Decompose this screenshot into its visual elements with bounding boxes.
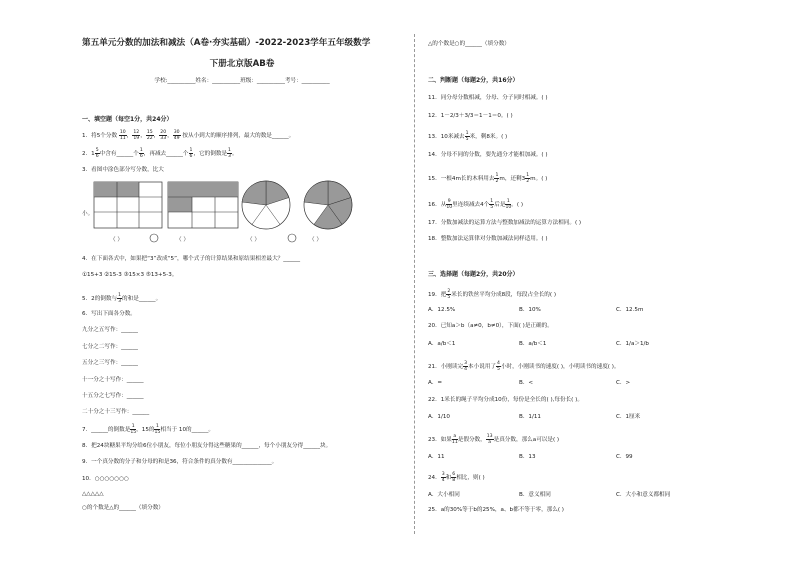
exam-title: 第五单元分数的加法和减法（A卷·夯实基础）-2022-2023学年五年级数学 [82,38,371,48]
exam-title-line2: 下册北京版AB卷 [209,59,275,69]
q19-den: 5 [447,295,451,300]
question-16 [428,199,523,210]
q21-text-b: 本小说用了 [468,364,497,370]
q24-num: 3 [441,472,445,477]
q5-num: 1 [118,293,122,298]
q1-text-a: 1．将5个分数 [82,133,118,139]
q2-f4-den: 3 [228,154,231,159]
q1-f4-num: 20 [160,130,167,135]
q1-f4-den: 33 [160,136,167,141]
q23-den: 11 [451,440,458,445]
q6-item-3: 五分之三写作：______ [82,360,138,366]
q15-num: 1 [495,173,499,178]
section-multiple-choice: 三、选择题（每题2分，共20分） [428,271,519,278]
q15-text-a: 15．一根4m长的木料用去 [428,176,495,182]
q24-text-c: 相比，则( ) [456,475,485,481]
q1-f5-num: 30 [173,130,180,135]
question-4-options: ①15+3 ②15-3 ③15×3 ⑤13+5-3。 [82,272,178,278]
q7-den: 15 [130,430,137,435]
q1-frac-5 [173,130,181,141]
q23-option-a: A．11 [428,454,445,460]
q23-frac-2 [486,434,494,445]
question-21 [428,361,620,372]
q22-option-a: A．1/10 [428,414,450,420]
question-6: 6．写出下面各分数。 [82,311,136,317]
section-true-false: 二、判断题（每题2分，共16分） [428,77,519,84]
q6-item-6: 二十分之十三写作：______ [82,409,150,415]
q19-option-a: A．12.5% [428,307,456,313]
q2-text-e: 。 [231,151,238,157]
question-1: 1．将5个分数 $\frac{10}{11}$ ， $\frac{12}{19}$ ， $\frac{15}{22}$ ， $\frac{20}{33}$ ， $\frac{30}{49}$ 按从小到大的顺序排列，最大的数是______。 [82,130,295,141]
q5-text-a: 5．2的倒数与 [82,296,118,302]
q24-option-a: A．大小相同 [428,492,460,498]
q16-num-3: 1 [506,199,510,204]
q16-den-2: 5 [490,205,494,210]
question-19 [428,289,556,300]
question-25: 25．a的30%等于b的25%，a、b都不等于零，那么( ) [428,507,564,513]
q16-text-b: 里连续减去4个 [452,202,490,208]
question-3: 3．看图中涂色部分写分数，比大 [82,167,164,173]
q16-text-a: 16．从 [428,202,447,208]
q13-text-a: 13．10米减去 [428,134,465,140]
q1-f1-den: 11 [119,136,126,141]
q2-f3-num: 1 [189,148,193,153]
q23-text-b: 是假分数， [457,437,486,443]
q2-text-c: ，再减去______个 [143,151,189,157]
question-23 [428,434,559,445]
question-15 [428,173,547,184]
q1-f1-num: 10 [119,130,126,135]
fraction-figures [88,178,388,248]
q21-den: 4 [464,367,468,372]
circle-figure-1 [242,181,290,229]
q2-f3-den: 6 [189,154,193,159]
q23-den-2: a [488,440,492,445]
q7-den-2: 15 [154,430,161,435]
compare-circle-1 [150,234,158,242]
q23-num-2: 13 [486,434,493,439]
q20-option-c: C．1/a＞1/b [616,341,649,347]
q21-text-c: 小时，小刚读书的速度( )，小明读书的速度( )。 [500,364,620,370]
q24-text-a: 24． [428,475,441,481]
q6-item-4: 十一分之十写作：______ [82,377,144,383]
q6-item-5: 十五分之七写作：______ [82,393,144,399]
q21-option-a: A．= [428,380,443,386]
q2-text-a: 2．1 [82,151,95,157]
q23-option-c: C．99 [616,454,633,460]
student-info-line: 学校:__________姓名：__________班级：__________考号：__________ [154,78,330,84]
q24-text-b: 和 [445,475,452,481]
q5-den: 3 [118,299,122,304]
question-8: 8．把24块糖果平均分给6位小朋友，每位小朋友分得这些糖果的______，每个小朋友分得______块。 [82,443,332,449]
q24-den: 4 [441,478,445,483]
q2-f4-num: 1 [228,148,231,153]
column-divider [414,34,415,534]
q24-option-c: C．大小和意义都相同 [616,492,671,498]
question-20: 20．已知a＞b（a≠0，b≠0），下面( )是正确的。 [428,323,553,329]
q16-text-d: 。( ) [511,202,524,208]
q1-frac-3 [146,130,154,141]
q22-option-b: B．1/11 [519,414,541,420]
question-14: 14．分母不同的分数，要先通分才能相加减。( ) [428,152,548,158]
circle-figure-2 [304,181,352,229]
q21-text-a: 21．小刚读完 [428,364,464,370]
q1-frac-2 [132,130,140,141]
q1-f3-num: 15 [146,130,153,135]
q24-num-2: 6 [452,472,456,477]
q2-text-b: 中含有______个 [99,151,139,157]
q7-text-b: ，15的 [136,427,155,433]
q16-text-c: 后是 [494,202,506,208]
q15-den-2: 2 [526,179,530,184]
q3-answer-2: （ ） [176,237,189,243]
q20-option-b: B．a/b＜1 [519,341,547,347]
q19-option-c: C．12.5m [616,307,644,313]
section-fill-in: 一、填空题（每空1分，共24分） [82,116,173,123]
q23-text-a: 23．如果 [428,437,452,443]
compare-circle-2 [288,234,296,242]
q1-f2-num: 12 [133,130,140,135]
q21-den-2: 5 [497,367,500,372]
q3-answer-4: （ ） [309,237,322,243]
question-5 [82,293,161,304]
question-7 [82,424,214,435]
q19-option-b: B．10% [519,307,541,313]
q16-den-3: 10 [505,205,512,210]
q3-answer-3: （ ） [247,237,260,243]
q15-den: 2 [495,179,499,184]
q16-den: 10 [446,205,453,210]
q2-f1-num: 5 [95,148,99,153]
left-column [82,38,402,84]
q19-text-a: 19．把 [428,292,447,298]
q10-triangles: △△△△△ [82,491,104,497]
q6-item-2: 七分之二写作：______ [82,344,138,350]
rect-figure-2 [168,182,238,228]
q23-option-b: B．13 [519,454,536,460]
q15-num-2: 1 [526,173,530,178]
q2-text-d: ，它的倒数是 [193,151,228,157]
q23-num: a [453,434,457,439]
q19-num: 2 [447,289,451,294]
q22-option-c: C．1厘米 [616,414,641,420]
q13-num: 1 [465,131,469,136]
q1-frac-1 [119,130,127,141]
q1-text-b: 按从小到大的顺序排列，最大的数是______。 [182,133,295,139]
q24-option-b: B．意义相同 [519,492,551,498]
q15-text-c: m。( ) [530,176,548,182]
q10-continuation: △的个数是○的______（填分数） [428,41,510,47]
rect-figure-1 [94,182,162,228]
q15-text-b: m，还剩3 [499,176,526,182]
q21-num: 3 [464,361,468,366]
question-11: 11．同分母分数相减，分母、分子同时相减。( ) [428,95,548,101]
q1-f5-den: 49 [173,136,180,141]
q5-text-b: 的和是______。 [122,296,162,302]
q20-option-a: A．a/b＜1 [428,341,456,347]
question-9: 9．一个真分数的分子和分母的和是36，符合条件的真分数有______________。 [82,459,278,465]
q19-text-b: 米长的铁丝平均分成8段，每段占全长的( ) [451,292,557,298]
question-2 [82,148,238,159]
q10-tail: ○的个数是△的______（填分数） [82,505,164,511]
q7-num: 1 [131,424,135,429]
q1-frac-4 [159,130,167,141]
q21-option-b: B．< [519,380,534,386]
q23-text-c: 是真分数，那么a可以是( ) [493,437,560,443]
question-24 [428,472,485,483]
q13-den: 5 [465,137,469,142]
q1-f2-den: 19 [133,136,140,141]
q6-item-1: 九分之五写作：______ [82,327,138,333]
question-3-small: 小。 [82,211,94,217]
q7-num-2: 1 [155,424,159,429]
q24-den-2: 8 [452,478,456,483]
q1-f3-den: 22 [146,136,153,141]
question-4: 4．在下面各式中，如果把“3”改成“5”，哪个式子的计算结果和原结果相差最大？______ [82,256,301,262]
question-12: 12．1－2/3＋3/3＝1－1＝0。( ) [428,113,513,119]
q2-f2-num: 1 [139,148,143,153]
q16-num: 9 [447,199,451,204]
q2-f1-den: 6 [95,154,99,159]
q16-num-2: 1 [490,199,494,204]
q7-text-c: 相当于 10的______。 [160,427,214,433]
question-10: 10．○○○○○○○ [82,476,129,482]
q7-text-a: 7．______的倒数是 [82,427,131,433]
q21-option-c: C．> [616,380,631,386]
q2-f2-den: 6 [139,154,143,159]
q13-text-b: 米，剩8米。( ) [469,134,508,140]
question-17: 17．分数加减法的运算方法与整数加减法的运算方法相同。( ) [428,220,582,226]
question-13 [428,131,507,142]
q21-num-2: 4 [497,361,500,366]
q3-answer-1: （ ） [110,237,123,243]
question-22: 22．1米长的绳子平均分成10份，每份是全长的( ),每份长( )。 [428,397,583,403]
question-18: 18．整数加法运算律对分数加减法同样适用。( ) [428,236,548,242]
